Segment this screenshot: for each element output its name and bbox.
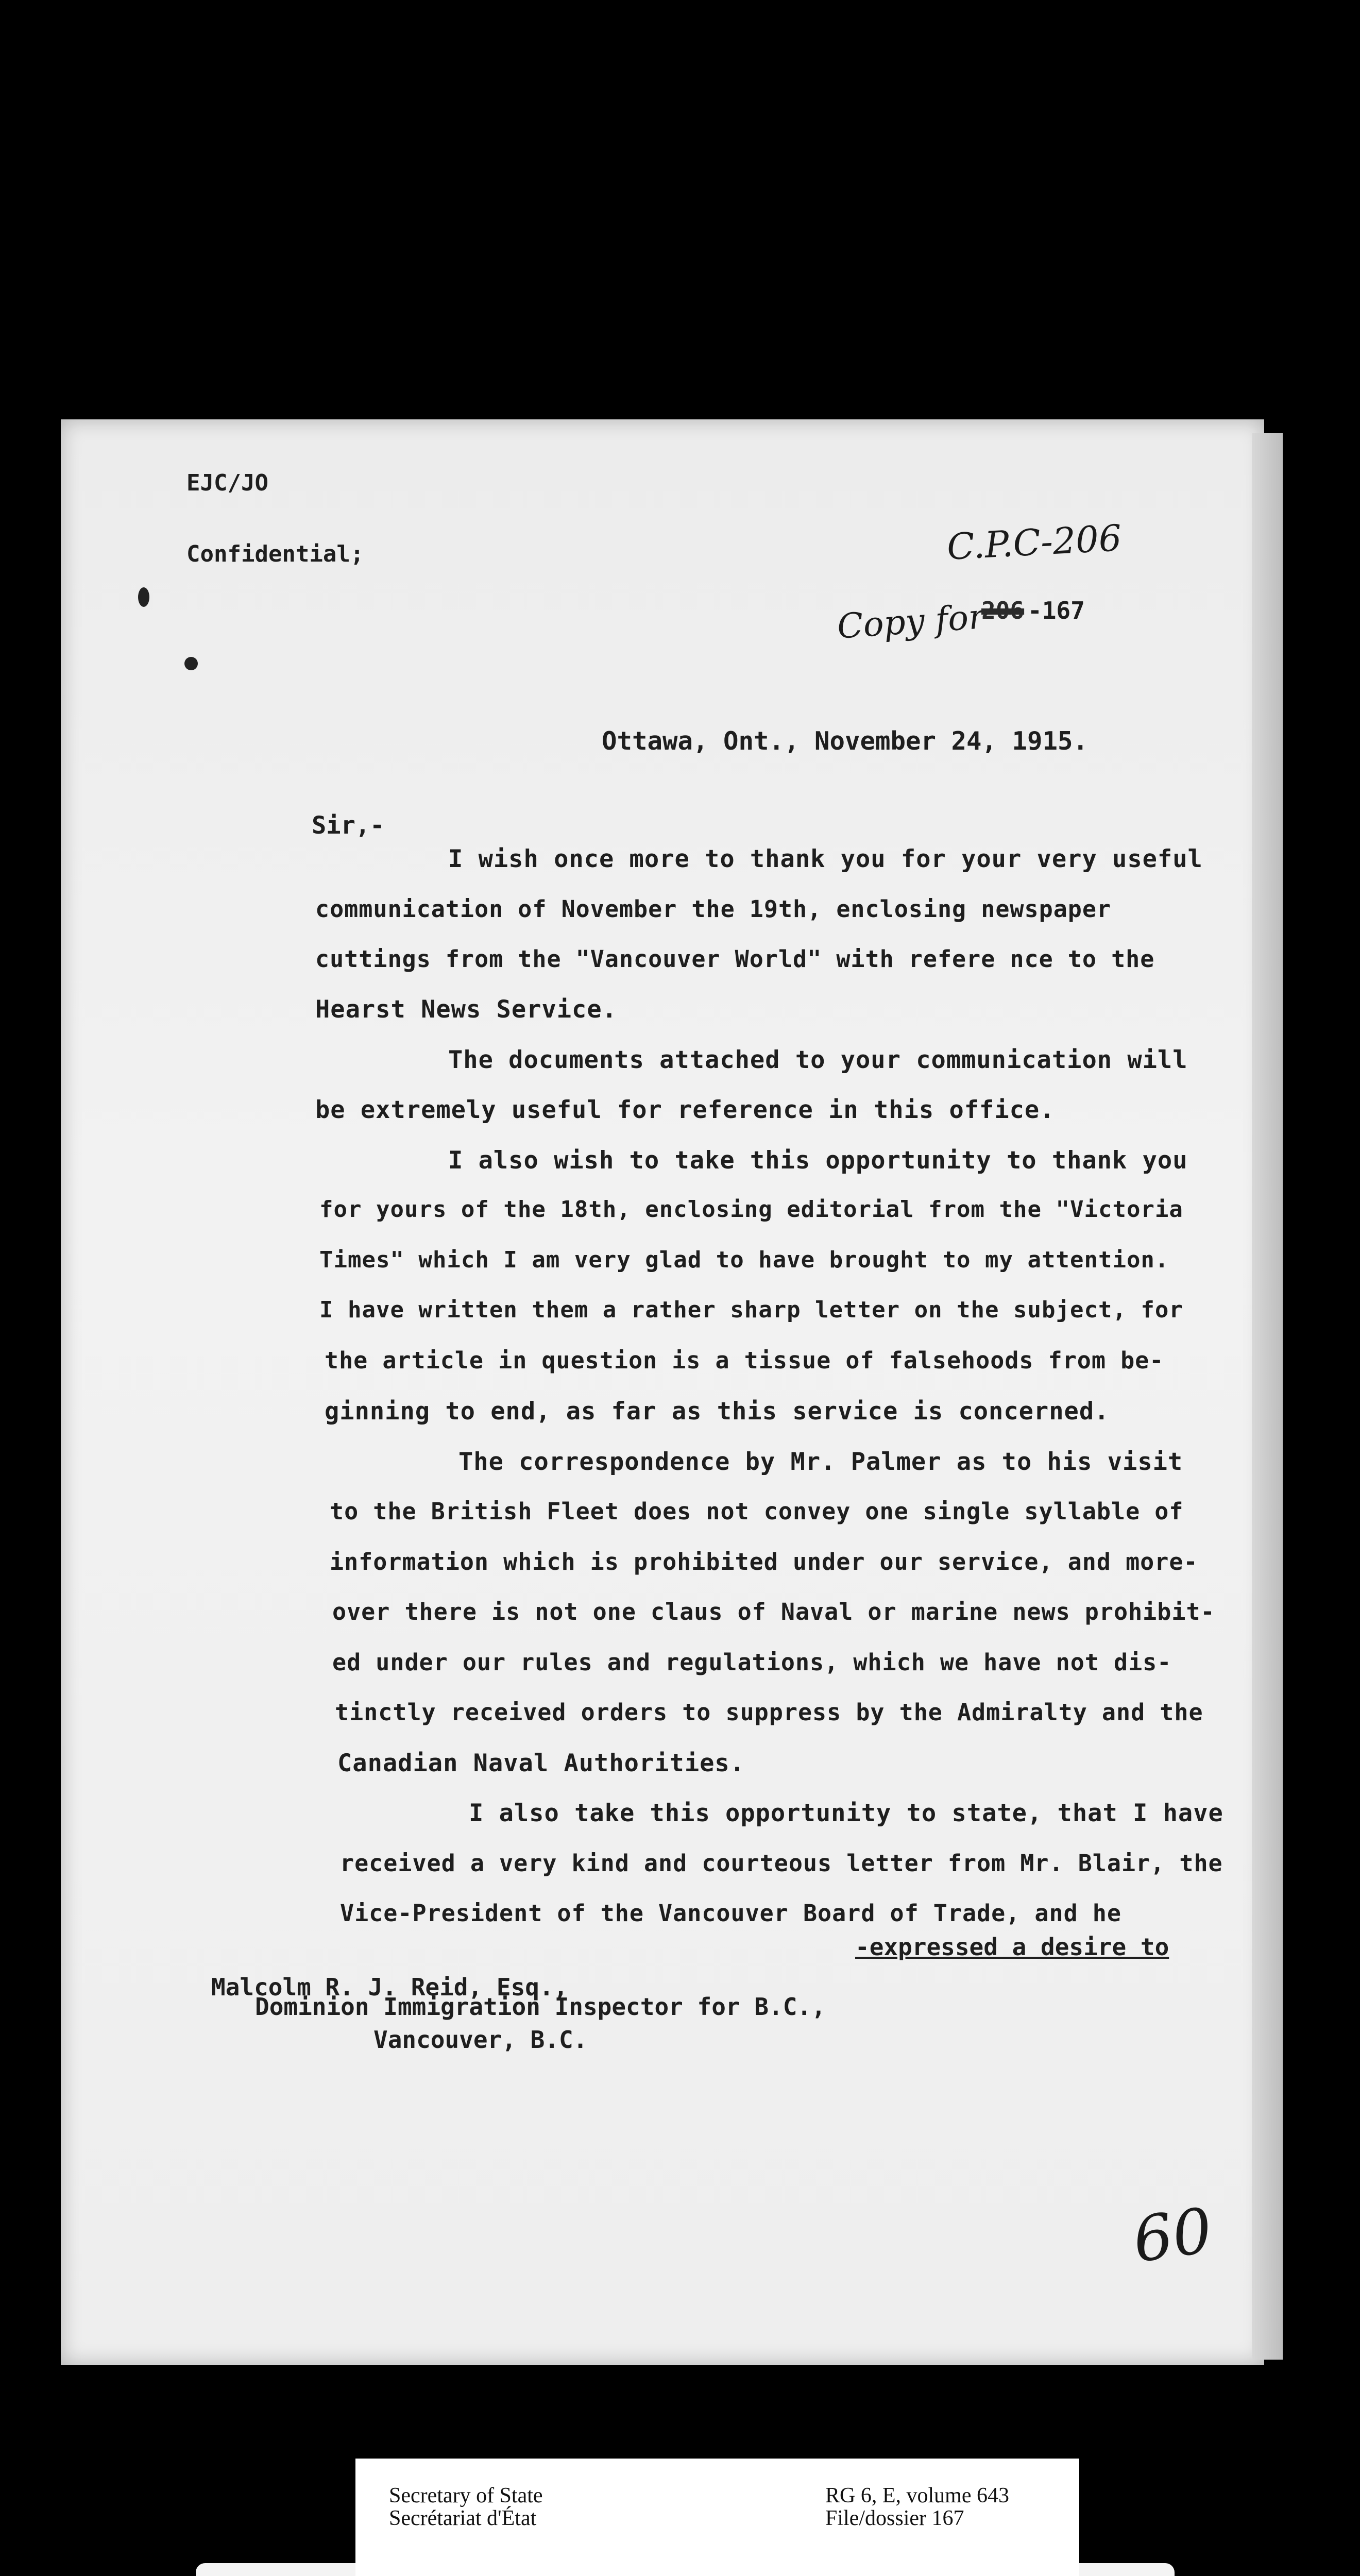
punch-hole (138, 587, 149, 607)
body-line: Canadian Naval Authorities. (337, 1749, 745, 1777)
body-line: cuttings from the "Vancouver World" with refere nce to the (315, 945, 1155, 973)
body-line: The documents attached to your communication will (448, 1046, 1188, 1074)
body-line: the article in question is a tissue of falsehoods from be- (325, 1347, 1164, 1374)
body-line: for yours of the 18th, enclosing editorial from the "Victoria (319, 1196, 1183, 1223)
addressee-city: Vancouver, B.C. (373, 2026, 588, 2054)
department-english: Secretary of State (389, 2484, 543, 2507)
struck-file-number: 206 (981, 597, 1025, 624)
salutation: Sir,- (312, 811, 385, 840)
body-line: communication of November the 19th, enclosing newspaper (315, 895, 1112, 923)
body-line: tinctly received orders to suppress by the Admiralty and the (335, 1699, 1203, 1726)
paper-right-edge (1252, 433, 1283, 2360)
ink-mark (184, 657, 198, 670)
body-line: Hearst News Service. (315, 995, 617, 1024)
body-line: I also wish to take this opportunity to thank you (448, 1146, 1188, 1175)
body-line: received a very kind and courteous letter from Mr. Blair, the (340, 1850, 1223, 1877)
handwritten-file-reference: C.P.C-206 (946, 517, 1123, 568)
body-line: I wish once more to thank you for your very useful (448, 845, 1203, 873)
department-french: Secrétariat d'État (389, 2506, 537, 2530)
file-number: -167 (1028, 597, 1085, 624)
file-reference: File/dossier 167 (825, 2506, 964, 2530)
body-line: over there is not one claus of Naval or marine news prohibit- (332, 1598, 1215, 1625)
body-line: ginning to end, as far as this service is concerned. (325, 1397, 1110, 1426)
volume-reference: RG 6, E, volume 643 (825, 2484, 1009, 2507)
body-line: Vice-President of the Vancouver Board of Trade, and he (340, 1900, 1121, 1927)
letter-page (61, 419, 1264, 2365)
body-line: Times" which I am very glad to have brought to my attention. (319, 1247, 1169, 1273)
body-line: The correspondence by Mr. Palmer as to his visit (458, 1448, 1183, 1476)
continuation-catchword: -expressed a desire to (855, 1933, 1169, 1961)
addressee-title: Dominion Immigration Inspector for B.C., (255, 1993, 826, 2021)
confidential-label: Confidential; (186, 541, 364, 567)
addressee-name: Malcolm R. J. Reid, Esq., (211, 1973, 568, 2001)
body-line: be extremely useful for reference in this office. (315, 1096, 1055, 1124)
reference-initials: EJC/JO (186, 470, 268, 496)
body-line: to the British Fleet does not convey one single syllable of (330, 1498, 1184, 1525)
place-and-date: Ottawa, Ont., November 24, 1915. (602, 726, 1089, 756)
body-line: I also take this opportunity to state, that I have (469, 1799, 1223, 1827)
handwritten-page-number: 60 (1129, 2195, 1217, 2277)
body-line: I have written them a rather sharp letter on the subject, for (319, 1297, 1183, 1323)
body-line: ed under our rules and regulations, which we have not dis- (332, 1649, 1172, 1676)
handwritten-copy-note: Copy for (836, 597, 986, 647)
body-line: information which is prohibited under our service, and more- (330, 1548, 1198, 1575)
